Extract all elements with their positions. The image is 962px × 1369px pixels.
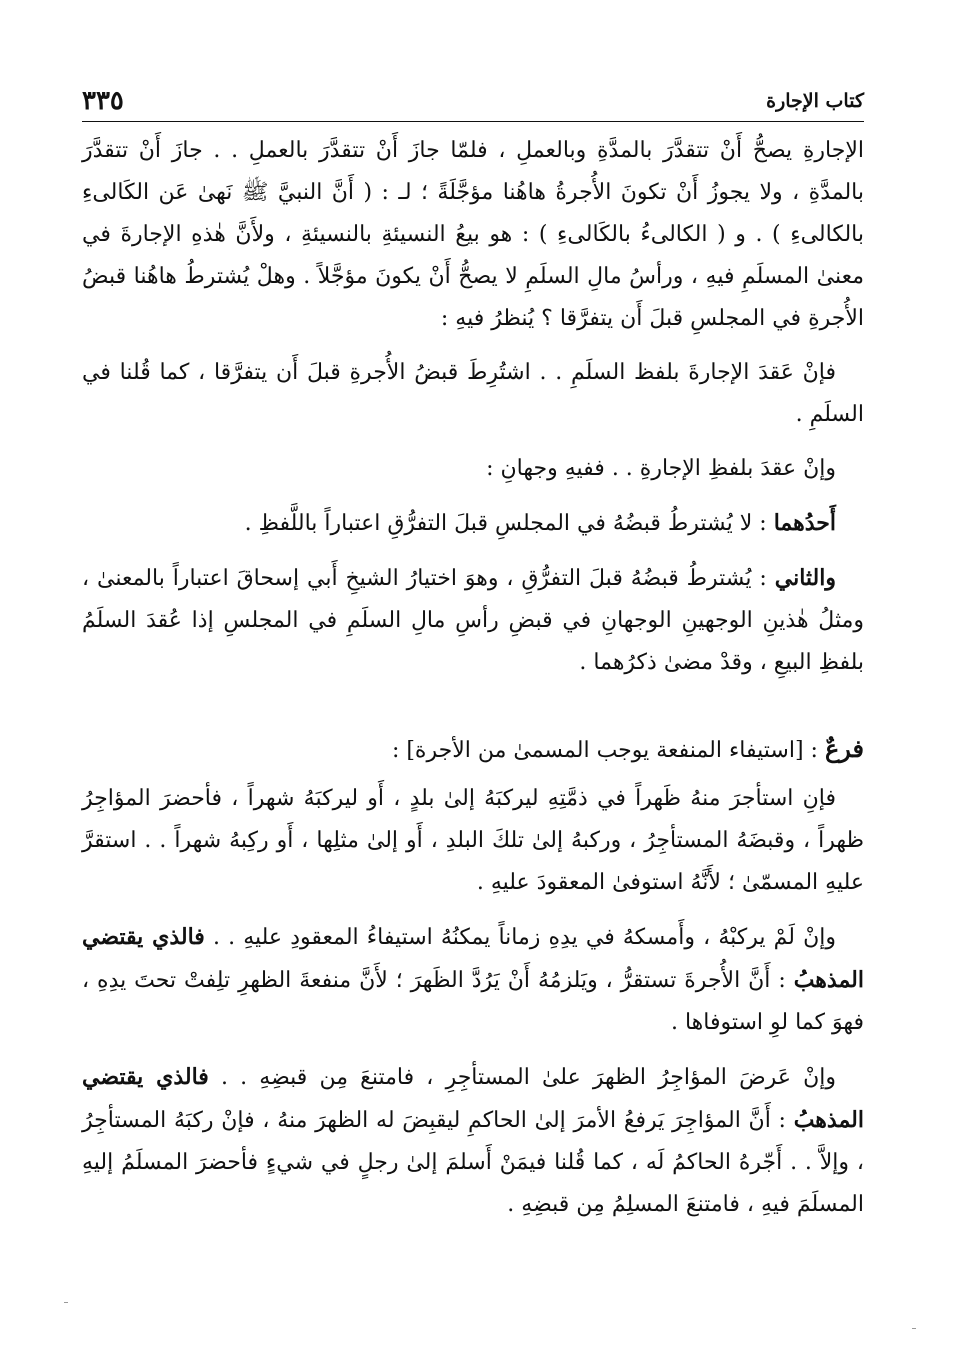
branch-paragraph-2-bold: فالذي يقتضي المذهبُ: [82, 924, 864, 993]
branch-paragraph-3-text: وإنْ عَرضَ المؤاجِرُ الظهرَ علىٰ المستأجِرِ ، فامتنعَ مِن قبضِهِ . .: [208, 1065, 836, 1090]
first-view-label: أَحدُهما: [773, 510, 836, 536]
first-view-text: : لا يُشترطُ قبضُهُ في المجلسِ قبلَ التفرُّقِ اعتباراً باللَّفظِ .: [244, 511, 774, 536]
branch-paragraph-3-tail: : أَنَّ المؤاجِرَ يَرفعُ الأمرَ إلىٰ الحاكمِ ليقبِضَ له الظهرَ منهُ ، فإنْ ركبَهُ المستأجِرُ ، وإلاَّ . . أَجّرهُ الحاكمُ لَه ، كما قُلنا فيمَنْ أَسلمَ إلىٰ رجلٍ في شيءٍ فأحضرَ المسلَمُ إليهِ المسلَمَ فيهِ ، فامتنعَ المسلِمُ مِن قبضِهِ .: [82, 1108, 864, 1217]
second-view-text: : يُشترطُ قبضُهُ قبلَ التفرُّقِ ، وهوَ اختيارُ الشيخِ أَبي إسحاقَ اعتباراً بالمعنىٰ ، ومثلُ هٰذينِ الوجهينِ الوجهانِ في قبضِ رأسِ مالِ السلَمِ في المجلسِ إذا عُقدَ السلَمُ بلفظِ البيعِ ، وقدْ مضىٰ ذكرُهما .: [82, 566, 864, 675]
branch-paragraph-2-text: وإنْ لَمْ يركبْهُ ، وأَمسكهُ في يدِهِ زماناً يمكنُهُ استيفاءُ المعقودِ عليهِ . .: [204, 925, 837, 950]
branch-paragraph-1-text: فإنِ استأجرَ منهُ ظَهراً في ذمَّتِهِ ليركبَهُ إلىٰ بلدٍ ، أَو ليركبَهُ شهراً ، فأحضرَ المؤاجِرُ ظهراً ، وقبضَهُ المستأجِرُ ، وركبهُ إلىٰ تلكَ البلدِ ، أَو إلىٰ مثلِها ، أَو ركِبهُ شهراً . . استقرَّ عليهِ المسمّىٰ ؛ لأَنَّهُ استوفىٰ المعقودَ عليهِ .: [82, 786, 864, 895]
page-number: ٣٣٥: [82, 86, 124, 116]
branch-label: فرعٌ: [824, 734, 864, 763]
scan-speck-left: [64, 1302, 68, 1303]
paragraph-3: [82, 448, 864, 490]
branch-paragraph-3-bold: فالذي يقتضي المذهبُ: [82, 1064, 864, 1133]
running-head: كتاب الإجارة: [766, 90, 864, 112]
paragraph-second-view: [82, 557, 864, 684]
scan-speck-right: [912, 1328, 916, 1329]
branch-paragraph-1: [82, 778, 864, 904]
page-body: [82, 130, 864, 1238]
paragraph-first-view: [82, 502, 864, 545]
paragraph-2: [82, 352, 864, 436]
paragraph-2-text: فإنْ عَقدَ الإجارةَ بلفظ السلَمِ . . اشتُرِطَ قبضُ الأُجرةِ قبلَ أَن يتفرَّقا ، كما قُلنا في السلَمِ .: [82, 360, 864, 427]
branch-heading: [82, 728, 864, 772]
paragraph-1: [82, 130, 864, 340]
header-rule: [82, 121, 864, 122]
branch-paragraph-3: [82, 1056, 864, 1226]
branch-paragraph-2-tail: : أَنَّ الأُجرةَ تستقرُّ ، ويَلزمُهُ أَنْ يَرُدَّ الظَهرَ ؛ لأَنَّ منفعةَ الظهرِ تلِفتْ تحتَ يدِهِ ، فهوَ كما لوِ استوفاها .: [82, 968, 864, 1035]
second-view-label: والثاني: [774, 565, 836, 591]
paragraph-3-text: وإنْ عقدَ بلفظِ الإجارةِ . . ففيهِ وجهانِ :: [486, 456, 836, 481]
page-header: [82, 82, 864, 122]
branch-title: : [استيفاء المنفعة يوجب المسمىٰ من الأجرة] :: [391, 738, 825, 763]
branch-paragraph-2: [82, 916, 864, 1044]
paragraph-1-text: الإجارةِ يصحُّ أَنْ تتقدَّرَ بالمدَّةِ وبالعملِ ، فلمّا جازَ أَنْ تتقدَّرَ بالعملِ . . جازَ أَنْ تتقدَّرَ بالمدَّةِ ، ولا يجوزُ أَنْ تكونَ الأُجرةُ هاهُنا مؤجَّلَةً ؛ لـ : ( أَنَّ النبيَّ ﷺ نَهىٰ عَن الكَالىءِ بالكالىءِ ) . و ( الكالىءُ بالكَالىءِ ) : هو بيعُ النسيئةِ بالنسيئةِ ، ولأَنَّ هٰذهِ الإجارةَ في معنىٰ المسلَمِ فيهِ ، ورأسُ مالِ السلَمِ لا يصحُّ أَنْ يكونَ مؤجَّلاً . وهلْ يُشترطُ هاهُنا قبضُ الأُجرةِ في المجلسِ قبلَ أَن يتفرَّقا ؟ يُنظرُ فيهِ :: [82, 138, 864, 331]
